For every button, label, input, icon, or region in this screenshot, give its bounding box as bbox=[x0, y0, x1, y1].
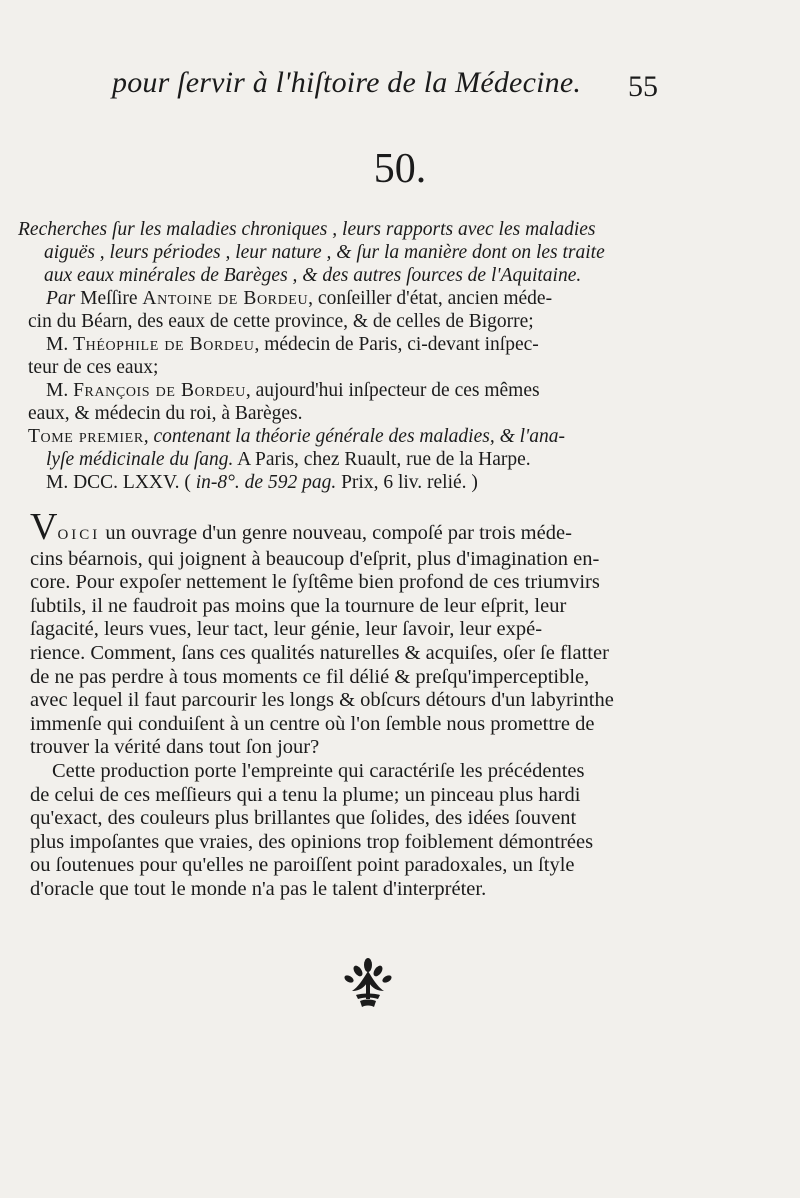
author-desc: cin du Béarn, des eaux de cette province, & de celles de Bigorre; bbox=[28, 311, 534, 332]
opening-word: OICI bbox=[57, 527, 101, 543]
author-line bbox=[18, 379, 678, 402]
review-line: ſagacité, leurs vues, leur tact, leur génie, leur ſavoir, leur expé- bbox=[30, 618, 543, 641]
review-line: qu'exact, des couleurs plus brillantes que ſolides, des idées ſouvent bbox=[30, 807, 577, 830]
page-number: 55 bbox=[628, 70, 658, 103]
title-line: aiguës , leurs périodes , leur nature , & ſur la manière dont on les traite bbox=[44, 242, 605, 263]
review-line: de ne pas perdre à tous moments ce fil délié & preſqu'imperceptible, bbox=[30, 665, 590, 688]
author-name: Théophile de Bordeu bbox=[73, 334, 255, 355]
imprint-date: M. DCC. LXXV. ( bbox=[46, 472, 196, 493]
page-header bbox=[0, 66, 800, 106]
volume-desc: , contenant la théorie générale des maladies, & l'ana- bbox=[143, 426, 565, 447]
author-line bbox=[18, 287, 678, 310]
price: Prix, 6 liv. relié. ) bbox=[336, 472, 478, 493]
review-line: ſubtils, il ne faudroit pas moins que la tournure de leur eſprit, leur bbox=[30, 594, 567, 617]
review-line: core. Pour expoſer nettement le ſyſtême bien profond de ces triumvirs bbox=[30, 571, 600, 594]
author-prefix: M. bbox=[46, 380, 69, 401]
author-prefix: Meſſire bbox=[80, 288, 138, 309]
author-line bbox=[18, 333, 678, 356]
author-desc: , médecin de Paris, ci-devant inſpec- bbox=[254, 334, 539, 355]
drop-cap: V bbox=[30, 506, 58, 548]
review-line: ou ſoutenues pour qu'elles ne paroiſſent point paradoxales, un ſtyle bbox=[30, 854, 575, 877]
review-line: rience. Comment, ſans ces qualités naturelles & acquiſes, oſer ſe flatter bbox=[30, 641, 609, 664]
author-desc: , aujourd'hui inſpecteur de ces mêmes bbox=[245, 380, 540, 401]
tome-label: Tome premier bbox=[28, 426, 144, 447]
author-desc: teur de ces eaux; bbox=[28, 357, 159, 378]
bibliographic-entry bbox=[18, 218, 678, 494]
volume-line bbox=[18, 448, 678, 471]
author-name: François de Bordeu bbox=[73, 380, 246, 401]
author-name: Antoine de Bordeu bbox=[142, 288, 309, 309]
running-title: pour ſervir à l'hiſtoire de la Médecine. bbox=[112, 66, 582, 99]
review-line: Cette production porte l'empreinte qui caractériſe les précédentes bbox=[52, 759, 585, 782]
review-line: de celui de ces meſſieurs qui a tenu la plume; un pinceau plus hardi bbox=[30, 783, 581, 806]
review-line: avec lequel il faut parcourir les longs & obſcurs détours d'un labyrinthe bbox=[30, 689, 614, 712]
volume-desc: lyſe médicinale du ſang. bbox=[46, 449, 234, 470]
review-line: trouver la vérité dans tout ſon jour? bbox=[30, 736, 320, 759]
review-text bbox=[30, 506, 690, 902]
review-line: cins béarnois, qui joignent à beaucoup d'eſprit, plus d'imagination en- bbox=[30, 547, 600, 570]
fleuron-icon bbox=[338, 955, 398, 1011]
author-desc: , conſeiller d'état, ancien méde- bbox=[308, 288, 553, 309]
volume-line bbox=[18, 425, 678, 448]
entry-number: 50. bbox=[373, 146, 427, 192]
imprint: A Paris, chez Ruault, rue de la Harpe. bbox=[233, 449, 531, 470]
review-line: plus impoſantes que vraies, des opinions trop foiblement démontrées bbox=[30, 830, 594, 853]
review-line: immenſe qui conduiſent à un centre où l'on ſemble nous promettre de bbox=[30, 712, 595, 735]
par-label: Par bbox=[46, 288, 76, 309]
author-desc: eaux, & médecin du roi, à Barèges. bbox=[28, 403, 303, 424]
title-line: Recherches ſur les maladies chroniques , leurs rapports avec les maladies bbox=[18, 219, 596, 240]
author-prefix: M. bbox=[46, 334, 69, 355]
volume-line bbox=[18, 471, 678, 494]
review-line: d'oracle que tout le monde n'a pas le talent d'interpréter. bbox=[30, 877, 487, 900]
format: in-8°. de 592 pag. bbox=[195, 472, 337, 493]
title-line: aux eaux minérales de Barèges , & des autres ſources de l'Aquitaine. bbox=[44, 265, 582, 286]
review-line-text: un ouvrage d'un genre nouveau, compoſé par trois méde- bbox=[100, 522, 572, 544]
review-line bbox=[30, 506, 690, 548]
